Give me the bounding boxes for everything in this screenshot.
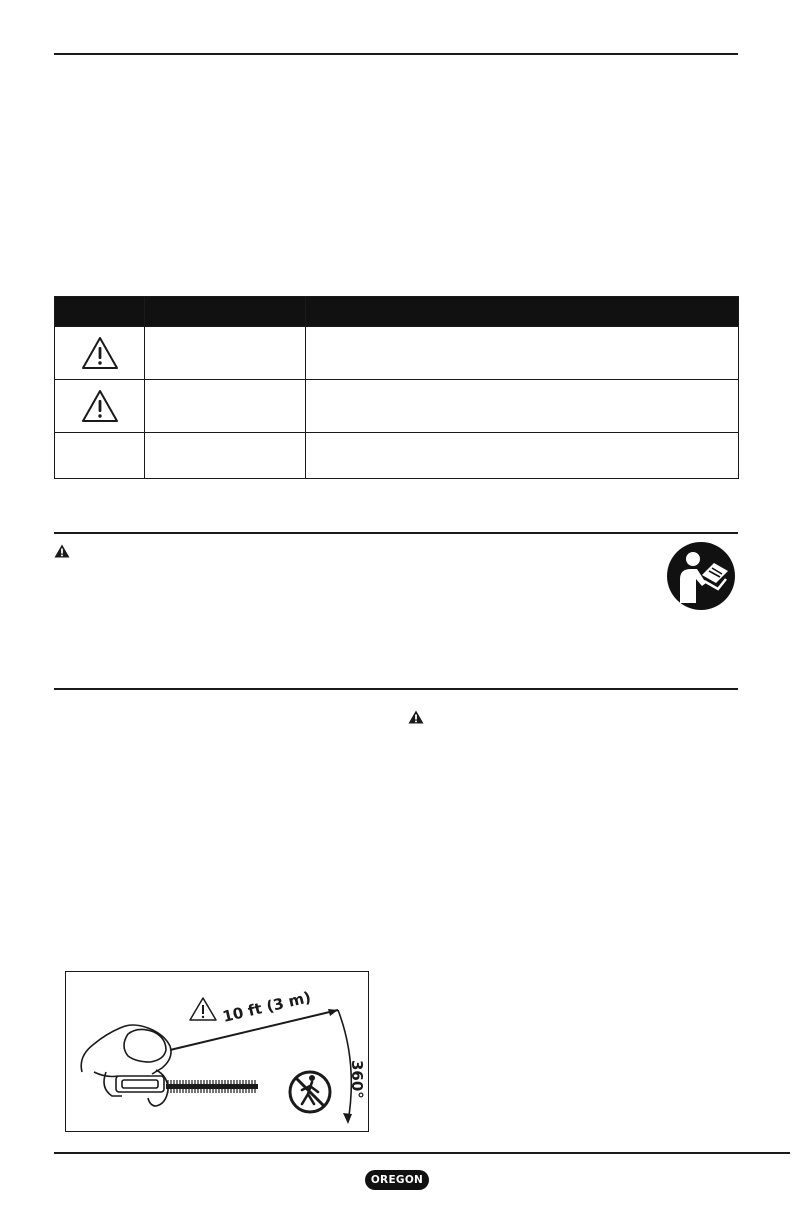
angle-label: 360° (348, 1060, 366, 1099)
header-symbol (55, 297, 145, 327)
warning-triangle-icon (81, 389, 119, 423)
table-cell-symbol (55, 380, 145, 433)
top-rule (54, 53, 738, 55)
table-cell-symbol (55, 433, 145, 479)
header-term (145, 297, 306, 327)
table-cell-term (145, 327, 306, 380)
oregon-logo-text: OREGON (370, 1174, 424, 1186)
small-warning-triangle-icon (408, 710, 424, 724)
table-cell-term (145, 433, 306, 479)
oregon-logo (365, 1170, 429, 1190)
table-row (55, 380, 739, 433)
table-cell-meaning (306, 327, 739, 380)
table-cell-term (145, 380, 306, 433)
small-warning-triangle-icon (54, 544, 70, 558)
table-cell-symbol (55, 327, 145, 380)
header-meaning (306, 297, 739, 327)
symbols-table-header (55, 297, 739, 327)
footer-rule (54, 1152, 790, 1154)
warning-triangle-icon (81, 336, 119, 370)
warning-block-bottom-rule (54, 688, 738, 690)
warning-triangle-icon (190, 998, 216, 1020)
read-manual-icon (666, 541, 736, 611)
hedge-trimmer-blade (166, 1080, 258, 1093)
warning-block-top-rule (54, 532, 738, 534)
table-row (55, 433, 739, 479)
table-row (55, 327, 739, 380)
distance-label: 10 ft (3 m) (220, 988, 313, 1026)
table-cell-meaning (306, 433, 739, 479)
symbols-table (54, 296, 739, 479)
no-bystanders-icon (290, 1072, 330, 1112)
safety-distance-figure (65, 971, 369, 1132)
table-cell-meaning (306, 380, 739, 433)
hedge-trimmer-icon (81, 1025, 171, 1106)
